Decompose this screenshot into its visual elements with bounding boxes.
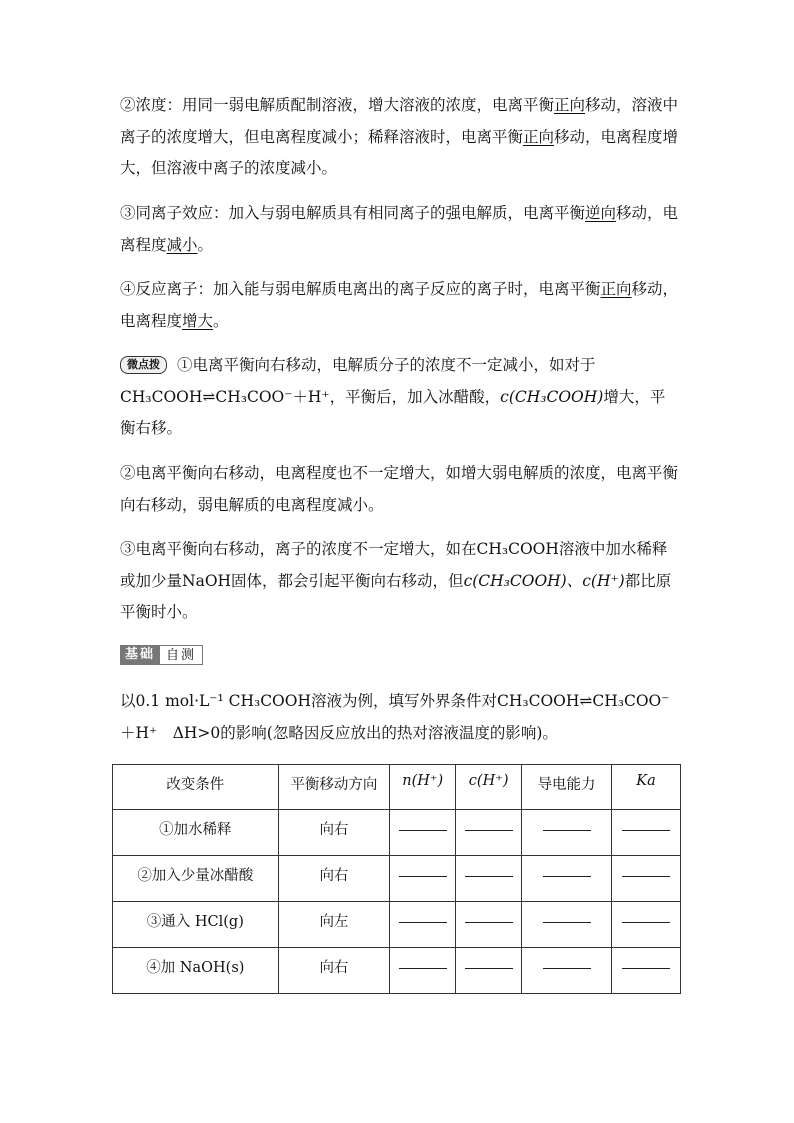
- formula: CH₃COOH: [476, 540, 559, 558]
- formula: NaOH: [182, 571, 232, 590]
- text: 增大，平衡右移。: [120, 387, 666, 437]
- header-direction: 平衡移动方向: [278, 765, 390, 810]
- answer-blank[interactable]: [522, 810, 612, 856]
- tip-badge: 微点拨: [120, 356, 167, 374]
- text: 移动，溶液中离子的浓度增大，但电离程度减小；稀释溶液时，电离平衡: [120, 96, 679, 146]
- text: 的影响(忽略因反应放出的热对溶液温度的影响)。: [220, 723, 558, 742]
- answer-blank[interactable]: [456, 948, 522, 994]
- table-row: [113, 948, 681, 994]
- answer-underlined: 正向: [600, 280, 632, 298]
- text: 移动，电离程度: [120, 280, 679, 330]
- table-row: [113, 902, 681, 948]
- section-badge-dark: 基础: [120, 645, 160, 665]
- question-paragraph: [120, 686, 680, 749]
- header-c-h: c(H⁺): [456, 765, 522, 810]
- text: ④反应离子：加入能与弱电解质电离出的离子反应的离子时，电离平衡: [120, 280, 601, 298]
- delta-h: ΔH>0: [172, 723, 221, 742]
- answer-blank[interactable]: [522, 948, 612, 994]
- text: ，平衡后，加入冰醋酸，: [329, 387, 501, 406]
- answer-underlined: 增大: [182, 311, 214, 330]
- tip-paragraph-3: [120, 534, 680, 629]
- answer-blank[interactable]: [612, 902, 681, 948]
- header-condition: 改变条件: [113, 765, 279, 810]
- table-row: [113, 856, 681, 902]
- condition-cell: ④加 NaOH(s): [113, 948, 279, 994]
- text: 移动，电离程度增大，但溶液中离子的浓度减小。: [120, 127, 679, 177]
- concentration-paragraph: [120, 90, 680, 185]
- equation: CH₃COOH⇌CH₃COO⁻＋H⁺: [120, 692, 670, 742]
- answer-blank[interactable]: [390, 856, 456, 902]
- text: ①电离平衡向右移动，电解质分子的浓度不一定减小，如对于: [177, 356, 596, 374]
- direction-cell: 向左: [278, 902, 390, 948]
- answer-underlined: 正向: [523, 127, 555, 146]
- answer-blank[interactable]: [390, 948, 456, 994]
- text: 移动，电离程度: [120, 204, 679, 254]
- answer-blank[interactable]: [522, 902, 612, 948]
- answer-blank[interactable]: [522, 856, 612, 902]
- answer-blank[interactable]: [612, 948, 681, 994]
- condition-cell: ②加入少量冰醋酸: [113, 856, 279, 902]
- concentration-expr: c(CH₃COOH)、c(H⁺): [463, 571, 625, 590]
- table-header-row: [113, 765, 681, 810]
- condition-cell: ③通入 HCl(g): [113, 902, 279, 948]
- common-ion-paragraph: [120, 198, 680, 261]
- answer-underlined: 正向: [554, 96, 586, 114]
- text: 。: [213, 311, 229, 330]
- answer-underlined: 逆向: [585, 204, 617, 222]
- tip-paragraph-2: ②电离平衡向右移动，电离程度也不一定增大，如增大弱电解质的浓度，电离平衡向右移动，弱电解质的电离程度减小。: [120, 464, 679, 514]
- header-conductivity: 导电能力: [522, 765, 612, 810]
- text: 。: [197, 235, 214, 254]
- text: ②浓度：用同一弱电解质配制溶液，增大溶液的浓度，电离平衡: [120, 96, 555, 114]
- reacting-ion-paragraph: [120, 274, 680, 337]
- text: 固体，都会引起平衡向右移动，但: [231, 571, 464, 590]
- header-ka: Ka: [612, 765, 681, 810]
- answer-blank[interactable]: [390, 810, 456, 856]
- text: 都比原平衡时小。: [120, 571, 672, 621]
- condition-cell: ①加水稀释: [113, 810, 279, 856]
- section-badge: [120, 645, 203, 665]
- answer-table: [112, 764, 681, 994]
- concentration-expr: c(CH₃COOH): [500, 387, 604, 406]
- text: 以0.1 mol·L⁻¹ CH₃COOH溶液为例，填写外界条件对: [120, 692, 497, 710]
- answer-blank[interactable]: [456, 902, 522, 948]
- equation: CH₃COOH⇌CH₃COO⁻＋H⁺: [120, 387, 330, 406]
- text: ③电离平衡向右移动，离子的浓度不一定增大，如在: [120, 540, 477, 558]
- direction-cell: 向右: [278, 948, 390, 994]
- header-n-h: n(H⁺): [390, 765, 456, 810]
- answer-blank[interactable]: [612, 856, 681, 902]
- table-row: [113, 810, 681, 856]
- answer-underlined: 减小: [166, 235, 198, 254]
- answer-blank[interactable]: [612, 810, 681, 856]
- text: 溶液中加水稀释或加少量: [120, 540, 668, 590]
- answer-blank[interactable]: [390, 902, 456, 948]
- direction-cell: 向右: [278, 856, 390, 902]
- answer-blank[interactable]: [456, 856, 522, 902]
- text: ③同离子效应：加入与弱电解质具有相同离子的强电解质，电离平衡: [120, 204, 586, 222]
- section-badge-light: 自测: [160, 645, 203, 665]
- direction-cell: 向右: [278, 810, 390, 856]
- answer-blank[interactable]: [456, 810, 522, 856]
- tip-paragraph-1: [120, 350, 680, 445]
